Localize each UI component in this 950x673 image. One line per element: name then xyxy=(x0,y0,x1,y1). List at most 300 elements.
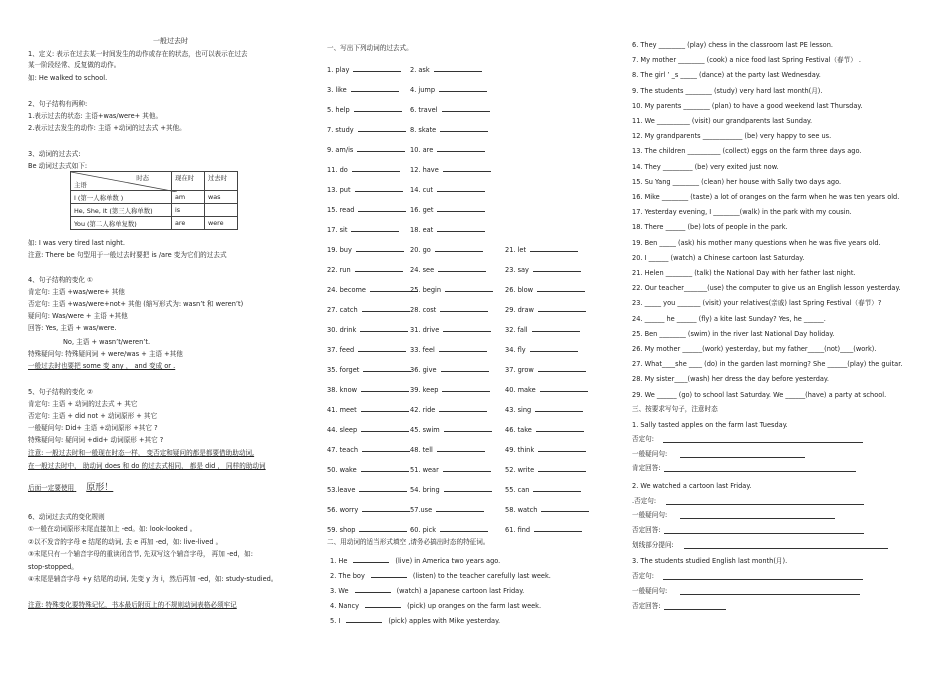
verb-label: 53.leave xyxy=(327,486,356,494)
answer-blank[interactable] xyxy=(356,245,404,252)
answer-blank[interactable] xyxy=(436,505,484,512)
answer-blank[interactable] xyxy=(363,365,411,372)
verb-label: 42. ride xyxy=(410,406,436,414)
negative-rule-2: 否定句: 主语 + did not + 动词原形 + 其它 xyxy=(28,412,158,420)
fill-rest: (pick) apples with Mike yesterday. xyxy=(388,617,501,625)
verb-label: 43. sing xyxy=(505,406,532,414)
rewrite-sentence-3: 3. The students studied English last month(月). xyxy=(632,557,788,565)
verb-item xyxy=(410,105,490,114)
negative-label-1: 否定句: xyxy=(632,435,655,443)
fill-item: 17. Yesterday evening, I ________(walk) in the park with my cousin. xyxy=(632,208,852,217)
verb-item xyxy=(327,405,409,414)
answer-blank[interactable] xyxy=(538,365,586,372)
verb-label: 1. play xyxy=(327,66,350,74)
table-cell: I (第一人称单数 ) xyxy=(71,191,172,204)
verb-item xyxy=(410,505,484,514)
verb-item xyxy=(327,265,403,274)
verb-label: 48. tell xyxy=(410,446,433,454)
negative-rule: 否定句: 主语 +was/were+not+ 其他 (缩写形式为: wasn’t 和 weren’t) xyxy=(28,300,244,308)
table-cell: were xyxy=(205,217,238,230)
negative-label-3: 否定句: xyxy=(632,572,655,580)
answer-blank[interactable] xyxy=(437,205,485,212)
answer-blank[interactable] xyxy=(371,571,407,578)
verb-item xyxy=(410,465,491,474)
verb-item xyxy=(327,365,411,374)
verb-item xyxy=(410,285,493,294)
answer-line[interactable] xyxy=(680,457,805,458)
answer-blank[interactable] xyxy=(361,405,409,412)
verb-item xyxy=(327,185,403,194)
be-verb-example: 如: I was very tired last night. xyxy=(28,239,125,247)
fill-item: 6. They ________ (play) chess in the classroom last PE lesson. xyxy=(632,41,833,49)
answer-blank[interactable] xyxy=(353,65,401,72)
verb-item xyxy=(410,165,491,174)
table-cell: am xyxy=(172,191,205,204)
verb-item xyxy=(410,325,491,334)
fill-item: 25. Ben ________ (swim) in the river last National Day holiday. xyxy=(632,329,835,338)
verb-item xyxy=(327,165,400,174)
table-cell: is xyxy=(172,204,205,217)
verb-label: 5. help xyxy=(327,106,350,114)
verb-label: 13. put xyxy=(327,186,351,194)
verb-item xyxy=(410,185,485,194)
answer-rule-no: No, 主语 + wasn’t/weren’t. xyxy=(63,338,151,346)
answer-blank[interactable] xyxy=(439,405,487,412)
fill-item xyxy=(330,586,524,595)
be-verb-table xyxy=(70,171,238,230)
answer-blank[interactable] xyxy=(360,325,408,332)
past-tense-heading: 3、动词的过去式: xyxy=(28,150,81,158)
question-label-1: 一般疑问句: xyxy=(632,450,668,458)
answer-blank[interactable] xyxy=(533,265,581,272)
verb-item xyxy=(410,525,488,534)
auxiliary-note-2: 在一般过去时中， 助动词 does 和 do 的过去式相同， 都是 did ， 同样的助动词 xyxy=(28,462,266,470)
verb-item xyxy=(410,385,490,394)
fill-item xyxy=(330,571,551,580)
header-past: 过去时 xyxy=(205,172,238,191)
verb-item xyxy=(410,445,485,454)
answer-blank[interactable] xyxy=(438,265,486,272)
answer-line[interactable] xyxy=(664,533,864,534)
verb-item xyxy=(327,305,410,314)
verb-label: 17. sit xyxy=(327,226,348,234)
answer-blank[interactable] xyxy=(354,105,402,112)
answer-blank[interactable] xyxy=(361,385,409,392)
verb-label: 25. begin xyxy=(410,286,442,294)
answer-line[interactable] xyxy=(680,594,860,595)
answer-blank[interactable] xyxy=(538,445,586,452)
answer-blank[interactable] xyxy=(362,505,410,512)
answer-blank[interactable] xyxy=(362,445,410,452)
verb-label: 23. say xyxy=(505,266,529,274)
answer-blank[interactable] xyxy=(355,265,403,272)
verb-label: 4. jump xyxy=(410,86,436,94)
negative-answer-label-3: 否定回答: xyxy=(632,602,661,610)
fill-item xyxy=(330,601,541,610)
verb-label: 27. catch xyxy=(327,306,358,314)
fill-subject: 4. Nancy xyxy=(330,602,360,610)
verb-label: 20. go xyxy=(410,246,431,254)
base-form-emphasis: 原形！ xyxy=(86,483,114,493)
verb-item xyxy=(327,445,410,454)
fill-rest: (watch) a Japanese cartoon last Friday. xyxy=(396,587,525,595)
rewrite-sentence-1: 1. Sally tasted apples on the farm last Tuesday. xyxy=(632,421,788,429)
fill-item: 19. Ben _____ (ask) his mother many questions when he was five years old. xyxy=(632,238,881,247)
answer-blank[interactable] xyxy=(352,165,400,172)
verb-item xyxy=(505,305,586,314)
answer-blank[interactable] xyxy=(445,285,493,292)
table-cell: You (第二人称单复数) xyxy=(71,217,172,230)
table-cell xyxy=(205,204,238,217)
header-present: 现在时 xyxy=(172,172,205,191)
spelling-rule-3: ③末尾只有一个辅音字母的重读闭音节, 先双写这个辅音字母， 再加 -ed，如: xyxy=(28,550,253,558)
fill-item: 18. There ______ (be) lots of people in the park. xyxy=(632,223,788,232)
verb-item xyxy=(505,445,586,454)
verb-item xyxy=(410,245,483,254)
fill-item xyxy=(330,556,500,565)
answer-line[interactable] xyxy=(684,548,888,549)
answer-blank[interactable] xyxy=(361,465,409,472)
exercise-1-heading: 一、写出下列动词的过去式。 xyxy=(327,44,413,52)
verb-label: 38. know xyxy=(327,386,358,394)
verb-item xyxy=(410,345,487,354)
affirmative-rule: 肯定句: 主语 +was/were+ 其他 xyxy=(28,288,125,296)
answer-blank[interactable] xyxy=(538,465,586,472)
answer-blank[interactable] xyxy=(443,325,491,332)
verb-label: 51. wear xyxy=(410,466,439,474)
verb-label: 6. travel xyxy=(410,106,438,114)
wh-question-rule: 特殊疑问句: 特殊疑问词 + were/was + 主语 +其他 xyxy=(28,350,183,358)
be-verb-subheading: Be 动词过去式如下: xyxy=(28,162,88,170)
verb-label: 2. ask xyxy=(410,66,430,74)
fill-rest: (live) in America two years ago. xyxy=(395,557,501,565)
spelling-rule-1: ①一般在动词原形末尾直接加上 -ed。如: look-looked 。 xyxy=(28,525,197,533)
verb-item xyxy=(327,105,402,114)
verb-item xyxy=(327,205,406,214)
verb-item xyxy=(505,365,586,374)
answer-line[interactable] xyxy=(663,579,863,580)
verb-label: 24. become xyxy=(327,286,366,294)
answer-blank[interactable] xyxy=(437,185,485,192)
answer-line[interactable] xyxy=(663,442,863,443)
verb-item xyxy=(327,345,406,354)
answer-line[interactable] xyxy=(664,471,856,472)
verb-label: 55. can xyxy=(505,486,530,494)
fill-item: 16. Mike ________ (taste) a lot of oranges on the farm when he was ten years old. xyxy=(632,193,900,201)
header-subject: 主语 xyxy=(74,181,87,189)
verb-item xyxy=(327,245,404,254)
answer-blank[interactable] xyxy=(541,505,589,512)
structure-rule-2: 2.表示过去发生的动作: 主语 +动词的过去式 +其他。 xyxy=(28,124,186,132)
verb-label: 37. feed xyxy=(327,346,355,354)
verb-label: 14. cut xyxy=(410,186,433,194)
negative-label-2: .否定句: xyxy=(632,497,657,505)
verb-label: 34. fly xyxy=(505,346,526,354)
verb-item xyxy=(505,465,586,474)
spelling-rule-2: ②以不发音的字母 e 结尾的动词, 去 e 再加 -ed，如: live-lived 。 xyxy=(28,538,223,546)
wh-question-label-2: 划线部分提问: xyxy=(632,541,674,549)
verb-item xyxy=(505,425,584,434)
verb-item xyxy=(410,425,492,434)
verb-label: 44. sleep xyxy=(327,426,358,434)
answer-blank[interactable] xyxy=(365,601,401,608)
fill-item: 15. Su Yang ________ (clean) her house with Sally two days ago. xyxy=(632,177,842,186)
verb-label: 16. get xyxy=(410,206,434,214)
answer-blank[interactable] xyxy=(435,245,483,252)
verb-label: 21. let xyxy=(505,246,527,254)
answer-blank[interactable] xyxy=(355,586,391,593)
verb-item xyxy=(505,525,582,534)
fill-item: 13. The children __________ (collect) eggs on the farm three days ago. xyxy=(632,147,862,156)
verb-item xyxy=(327,325,408,334)
verb-label: 18. eat xyxy=(410,226,434,234)
verb-label: 9. am/is xyxy=(327,146,354,154)
fill-item: 23. _____ you _______ (visit) your relatives(亲戚) last Spring Festival（春节）? xyxy=(632,299,882,308)
verb-label: 11. do xyxy=(327,166,348,174)
fill-item: 11. We __________ (visit) our grandparents last Sunday. xyxy=(632,117,813,125)
structure-change-2-heading: 5、句子结构的变化 ② xyxy=(28,388,93,396)
spelling-rules-heading: 6、动词过去式的变化规则 xyxy=(28,513,105,521)
answer-blank[interactable] xyxy=(439,85,487,92)
structure-change-1-heading: 4、句子结构的变化 ① xyxy=(28,276,93,284)
answer-blank[interactable] xyxy=(535,405,583,412)
answer-blank[interactable] xyxy=(440,125,488,132)
fill-item: 29. We ______ (go) to school last Saturday. We ______(have) a party at school. xyxy=(632,390,887,399)
header-tense: 时态 xyxy=(136,174,149,182)
auxiliary-note-text: 后面一定要使用 xyxy=(28,484,75,492)
question-rule: 疑问句: Was/were + 主语 +其他 xyxy=(28,312,128,320)
answer-blank[interactable] xyxy=(540,385,588,392)
verb-label: 31. drive xyxy=(410,326,440,334)
verb-item xyxy=(410,65,482,74)
answer-blank[interactable] xyxy=(355,185,403,192)
verb-label: 7. study xyxy=(327,126,354,134)
answer-blank[interactable] xyxy=(358,125,406,132)
verb-label: 32. fall xyxy=(505,326,528,334)
answer-blank[interactable] xyxy=(532,325,580,332)
verb-label: 24. see xyxy=(410,266,435,274)
answer-blank[interactable] xyxy=(437,225,485,232)
verb-label: 54. bring xyxy=(410,486,440,494)
answer-blank[interactable] xyxy=(537,285,585,292)
fill-subject: 1. He xyxy=(330,557,348,565)
auxiliary-note-3 xyxy=(28,484,113,492)
negative-answer-label-2: 否定回答: xyxy=(632,526,661,534)
answer-blank[interactable] xyxy=(439,345,487,352)
verb-label: 60. pick xyxy=(410,526,437,534)
fill-rest: (pick) up oranges on the farm last week. xyxy=(407,602,542,610)
verb-item xyxy=(505,325,580,334)
table-row xyxy=(71,191,238,204)
question-rule-2: 一般疑问句: Did+ 主语 +动词原形 +其它 ? xyxy=(28,424,158,432)
table-cell: He, She, It (第三人称单数) xyxy=(71,204,172,217)
verb-label: 58. watch xyxy=(505,506,538,514)
fill-item: 21. Helen ________ (talk) the National Day with her father last night. xyxy=(632,269,856,277)
answer-blank[interactable] xyxy=(357,145,405,152)
page-title: 一般过去时 xyxy=(153,37,188,45)
verb-item xyxy=(327,65,401,74)
answer-blank[interactable] xyxy=(359,525,407,532)
exercise-2-heading: 二、用动词的适当形式填空 ,请务必搞出时态的特征词。 xyxy=(327,538,490,546)
answer-blank[interactable] xyxy=(358,205,406,212)
fill-item: 14. They _________ (be) very exited just now. xyxy=(632,162,779,171)
answer-blank[interactable] xyxy=(359,485,407,492)
verb-label: 52. write xyxy=(505,466,535,474)
answer-blank[interactable] xyxy=(362,305,410,312)
fill-item xyxy=(330,616,500,625)
answer-line[interactable] xyxy=(666,504,864,505)
answer-blank[interactable] xyxy=(533,485,581,492)
answer-blank[interactable] xyxy=(444,485,492,492)
verb-item xyxy=(410,305,488,314)
verb-label: 37. grow xyxy=(505,366,534,374)
verb-item xyxy=(410,205,485,214)
fill-item: 24. ______ he ______ (fly) a kite last Sunday? Yes, he ______. xyxy=(632,314,826,323)
answer-blank[interactable] xyxy=(351,225,399,232)
verb-item xyxy=(327,505,410,514)
verb-label: 36. give xyxy=(410,366,437,374)
verb-item xyxy=(327,85,399,94)
fill-subject: 3. We xyxy=(330,587,349,595)
verb-label: 46. take xyxy=(505,426,532,434)
answer-blank[interactable] xyxy=(530,245,578,252)
answer-blank[interactable] xyxy=(351,85,399,92)
structure-heading: 2、句子结构有两种: xyxy=(28,100,88,108)
answer-blank[interactable] xyxy=(434,65,482,72)
fill-item: 10. My parents ________ (plan) to have a good weekend last Thursday. xyxy=(632,101,863,110)
verb-label: 26. blow xyxy=(505,286,534,294)
verb-label: 22. run xyxy=(327,266,351,274)
answer-blank[interactable] xyxy=(443,465,491,472)
answer-blank[interactable] xyxy=(358,345,406,352)
answer-blank[interactable] xyxy=(443,165,491,172)
answer-blank[interactable] xyxy=(536,425,584,432)
verb-label: 47. teach xyxy=(327,446,359,454)
verb-item xyxy=(327,225,399,234)
structure-rule-1: 1.表示过去的状态: 主语+was/were+ 其他。 xyxy=(28,112,163,120)
answer-blank[interactable] xyxy=(538,305,586,312)
affirmative-rule-2: 肯定句: 主语 + 动词的过去式 + 其它 xyxy=(28,400,138,408)
answer-blank[interactable] xyxy=(441,365,489,372)
table-diagonal-header xyxy=(71,172,172,191)
verb-item xyxy=(505,245,578,254)
answer-blank[interactable] xyxy=(530,345,578,352)
verb-label: 29. draw xyxy=(505,306,534,314)
wh-question-rule-2: 特殊疑问句: 疑问词 +did+ 动词原形 +其它 ? xyxy=(28,436,164,444)
verb-label: 49. think xyxy=(505,446,535,454)
verb-item xyxy=(327,285,418,294)
answer-blank[interactable] xyxy=(437,145,485,152)
verb-item xyxy=(505,345,578,354)
rewrite-sentence-2: 2. We watched a cartoon last Friday. xyxy=(632,482,752,490)
verb-label: 39. keep xyxy=(410,386,439,394)
exercise-3-heading: 三、按要求写句子，注意时态 xyxy=(632,405,718,413)
verb-item xyxy=(410,225,485,234)
irregular-verbs-note: 注意: 特殊变化要特殊记忆，书本最后附页上的不规则动词表格必须牢记 xyxy=(28,601,237,609)
answer-blank[interactable] xyxy=(534,525,582,532)
answer-blank[interactable] xyxy=(437,445,485,452)
table-cell: was xyxy=(205,191,238,204)
table-cell: are xyxy=(172,217,205,230)
table-row xyxy=(71,217,238,230)
fill-item: 20. I ______ (watch) a Chinese cartoon last Saturday. xyxy=(632,253,805,262)
answer-blank[interactable] xyxy=(361,425,409,432)
verb-label: 3. like xyxy=(327,86,347,94)
verb-item xyxy=(505,285,585,294)
verb-label: 28. cost xyxy=(410,306,437,314)
verb-item xyxy=(327,425,409,434)
answer-blank[interactable] xyxy=(440,305,488,312)
answer-line[interactable] xyxy=(680,518,835,519)
verb-item xyxy=(410,485,492,494)
verb-item xyxy=(505,505,589,514)
verb-label: 56. worry xyxy=(327,506,359,514)
verb-item xyxy=(505,485,581,494)
verb-label: 33. feel xyxy=(410,346,435,354)
question-label-2: 一般疑问句: xyxy=(632,511,668,519)
fill-rest: (listen) to the teacher carefully last week. xyxy=(412,572,551,580)
verb-label: 50. wake xyxy=(327,466,357,474)
verb-item xyxy=(327,485,407,494)
answer-blank[interactable] xyxy=(442,385,490,392)
verb-item xyxy=(505,385,588,394)
verb-label: 15. read xyxy=(327,206,355,214)
verb-label: 45. swim xyxy=(410,426,440,434)
fill-item: 22. Our teacher_______(use) the computer to give us an English lesson yesterday. xyxy=(632,284,901,293)
verb-label: 35. forget xyxy=(327,366,360,374)
answer-blank[interactable] xyxy=(346,616,382,623)
verb-label: 41. meet xyxy=(327,406,357,414)
verb-item xyxy=(505,405,583,414)
verb-label: 61. find xyxy=(505,526,531,534)
verb-item xyxy=(410,125,488,134)
verb-item xyxy=(327,385,409,394)
definition-example: 如: He walked to school. xyxy=(28,74,108,82)
verb-item xyxy=(410,405,487,414)
verb-item xyxy=(410,265,486,274)
fill-item: 12. My grandparents ____________ (be) very happy to see us. xyxy=(632,132,832,141)
verb-label: 19. buy xyxy=(327,246,352,254)
answer-blank[interactable] xyxy=(353,556,389,563)
spelling-rule-4: ④末尾是辅音字母 +y 结尾的动词, 先变 y 为 i，然后再加 -ed，如: study-studied。 xyxy=(28,575,278,583)
spelling-rule-3-example: stop-stopped。 xyxy=(28,563,78,571)
table-row xyxy=(71,204,238,217)
verb-label: 8. skate xyxy=(410,126,437,134)
answer-blank[interactable] xyxy=(444,425,492,432)
verb-item xyxy=(505,265,581,274)
fill-item: 26. My mother ______(work) yesterday, but my father_____(not)____(work). xyxy=(632,345,877,353)
verb-item xyxy=(327,125,406,134)
verb-item xyxy=(327,465,409,474)
some-any-note: 一般过去时也要把 some 变 any ， and 变成 or . xyxy=(28,362,176,370)
answer-rule-yes: 回答: Yes, 主语 + was/were. xyxy=(28,324,117,332)
answer-blank[interactable] xyxy=(440,525,488,532)
question-label-3: 一般疑问句: xyxy=(632,587,668,595)
verb-item xyxy=(410,85,487,94)
fill-item: 9. The students ________ (study) very hard last month(月). xyxy=(632,86,823,95)
verb-label: 30. drink xyxy=(327,326,357,334)
fill-item: 27. What____she ____ (do) in the garden last morning? She ______(play) the guitar. xyxy=(632,360,903,369)
verb-label: 10. are xyxy=(410,146,434,154)
verb-label: 57.use xyxy=(410,506,433,514)
fill-subject: 5. I xyxy=(330,617,341,625)
verb-item xyxy=(410,145,485,154)
there-be-note: 注意: There be 句型用于一般过去时要把 is /are 变为它们的过去式 xyxy=(28,251,227,259)
answer-blank[interactable] xyxy=(442,105,490,112)
verb-label: 40. make xyxy=(505,386,536,394)
verb-item xyxy=(327,145,405,154)
answer-line[interactable] xyxy=(664,609,726,610)
